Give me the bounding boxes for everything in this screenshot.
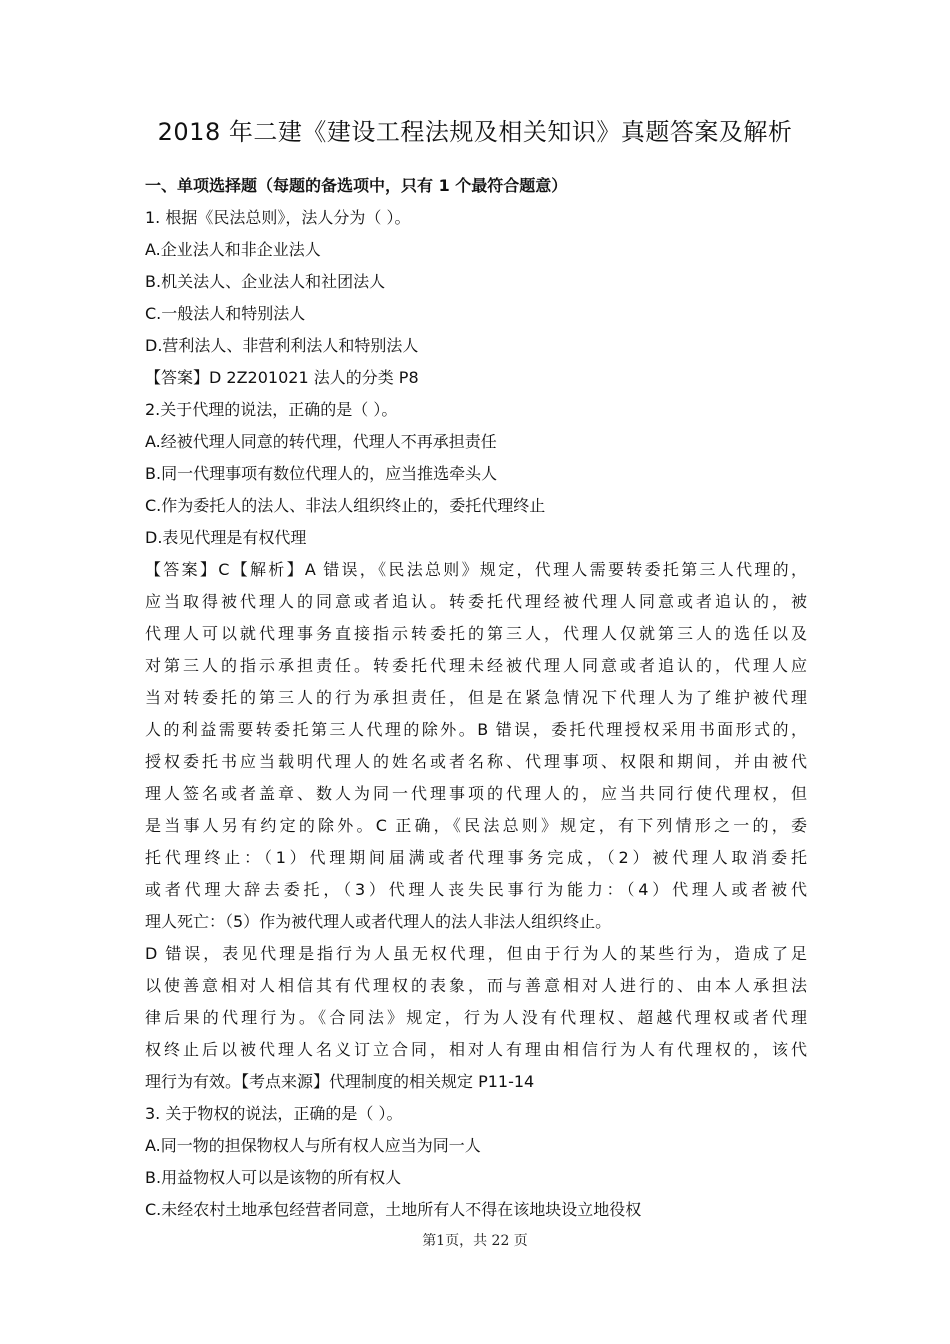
explanation-line: 律后果的代理行为。《合同法》规定，行为人没有代理权、超越代理权或者代理	[145, 1008, 807, 1027]
explanation-line: D 错误，表见代理是指行为人虽无权代理，但由于行为人的某些行为，造成了足	[145, 944, 807, 963]
question-3-stem: 3. 关于物权的说法，正确的是（ ）。	[145, 1104, 403, 1123]
explanation-line: 托代理终止：（1）代理期间届满或者代理事务完成，（2）被代理人取消委托	[145, 848, 807, 867]
question-2-option-a: A.经被代理人同意的转代理，代理人不再承担责任	[145, 432, 497, 451]
question-2-option-d: D.表见代理是有权代理	[145, 528, 307, 547]
question-1-option-a: A.企业法人和非企业法人	[145, 240, 321, 259]
page-footer: 第1页，共 22 页	[422, 1233, 528, 1249]
question-2-option-b: B.同一代理事项有数位代理人的，应当推选牵头人	[145, 464, 498, 483]
section-heading: 一、单项选择题（每题的备选项中，只有 1 个最符合题意）	[145, 176, 568, 195]
question-2-stem: 2.关于代理的说法，正确的是（ ）。	[145, 400, 398, 419]
explanation-line: 当对转委托的第三人的行为承担责任，但是在紧急情况下代理人为了维护被代理	[145, 688, 807, 707]
question-3-option-c: C.未经农村土地承包经营者同意，土地所有人不得在该地块设立地役权	[145, 1200, 642, 1219]
explanation-line: 或者代理大辞去委托，（3）代理人丧失民事行为能力：（4）代理人或者被代	[145, 880, 807, 899]
explanation-line: 理人签名或者盖章、数人为同一代理事项的代理人的，应当共同行使代理权，但	[145, 784, 807, 803]
explanation-line: 应当取得被代理人的同意或者追认。转委托代理经被代理人同意或者追认的，被	[145, 592, 807, 611]
explanation-line: 以使善意相对人相信其有代理权的表象，而与善意相对人进行的、由本人承担法	[145, 976, 807, 995]
explanation-line: 人的利益需要转委托第三人代理的除外。B 错误，委托代理授权采用书面形式的，	[145, 720, 807, 739]
explanation-line: 理行为有效。【考点来源】代理制度的相关规定 P11-14	[145, 1072, 535, 1091]
explanation-line: 权终止后以被代理人名义订立合同，相对人有理由相信行为人有代理权的，该代	[145, 1040, 807, 1059]
question-2-explanation	[145, 554, 807, 938]
explanation-line: 代理人可以就代理事务直接指示转委托的第三人，代理人仅就第三人的选任以及	[145, 624, 807, 643]
question-1-option-d: D.营利法人、非营利利法人和特别法人	[145, 336, 419, 355]
question-1-option-c: C.一般法人和特别法人	[145, 304, 306, 323]
question-3-option-b: B.用益物权人可以是该物的所有权人	[145, 1168, 402, 1187]
explanation-line: 理人死亡：（5）作为被代理人或者代理人的法人非法人组织终止。	[145, 912, 612, 931]
document-title: 2018 年二建《建设工程法规及相关知识》真题答案及解析	[157, 118, 793, 146]
question-1-stem: 1. 根据《民法总则》，法人分为（ ）。	[145, 208, 411, 227]
question-3-option-a: A.同一物的担保物权人与所有权人应当为同一人	[145, 1136, 481, 1155]
document-body	[145, 170, 807, 1226]
question-1-option-b: B.机关法人、企业法人和社团法人	[145, 272, 386, 291]
question-2-option-c: C.作为委托人的法人、非法人组织终止的，委托代理终止	[145, 496, 546, 515]
explanation-line: 授权委托书应当载明代理人的姓名或者名称、代理事项、权限和期间，并由被代	[145, 752, 807, 771]
question-2-explanation-d	[145, 938, 807, 1098]
explanation-line: 是当事人另有约定的除外。C 正确，《民法总则》规定，有下列情形之一的，委	[145, 816, 807, 835]
explanation-line: 对第三人的指示承担责任。转委托代理未经被代理人同意或者追认的，代理人应	[145, 656, 807, 675]
explanation-line: 【答案】C【解析】A 错误，《民法总则》规定，代理人需要转委托第三人代理的，	[145, 560, 807, 579]
question-1-answer: 【答案】D 2Z201021 法人的分类 P8	[145, 368, 419, 387]
